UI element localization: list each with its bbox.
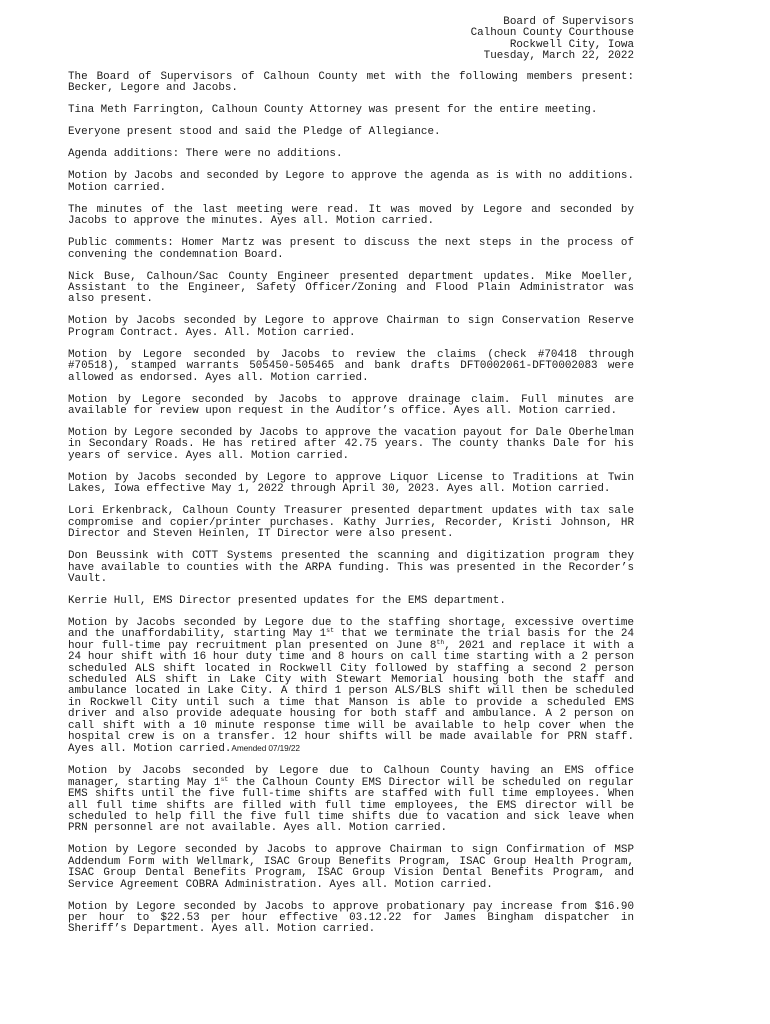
ordinal-suffix: st xyxy=(326,627,334,635)
paragraph-vacation-payout: Motion by Legore seconded by Jacobs to approve the vacation payout for Dale Oberhelman in Secondary Roads. He has retired after 42.75 years. The county thanks Dale for his years of service. Ayes all. Motion carried. xyxy=(68,427,634,462)
paragraph-agenda-additions: Agenda additions: There were no additions. xyxy=(68,148,343,161)
header-courthouse: Calhoun County Courthouse xyxy=(470,27,634,40)
paragraph-ems-updates: Kerrie Hull, EMS Director presented updates for the EMS department. xyxy=(68,594,506,607)
minutes-header xyxy=(471,17,634,63)
paragraph-pledge: Everyone present stood and said the Pledge of Allegiance. xyxy=(68,126,441,139)
paragraph-pay-increase: Motion by Legore seconded by Jacobs to approve probationary pay increase from $16.90 per hour to $22.53 per hour effective 03.12.22 for James Bingham dispatcher in Sheriff’s Department. Ayes all. Motion carried. xyxy=(68,900,634,936)
paragraph-minutes: The minutes of the last meeting were read. It was moved by Legore and seconded by Jacobs to approve the minutes. Ayes all. Motion carried. xyxy=(68,203,634,228)
paragraph-cott-systems: Don Beussink with COTT Systems presented the scanning and digitization program they have available to counties with the ARPA funding. This was presented in the Recorder’s Vault. xyxy=(68,550,634,585)
amended-note: Amended 07/19/22 xyxy=(231,743,300,754)
paragraph-roll-call: The Board of Supervisors of Calhoun County met with the following members present: Becker, Legore and Jacobs. xyxy=(68,71,634,95)
paragraph-approve-agenda: Motion by Jacobs and seconded by Legore to approve the agenda as is with no additions. Motion carried. xyxy=(68,170,634,194)
paragraph-engineer-updates: Nick Buse, Calhoun/Sac County Engineer presented department updates. Mike Moeller, Assistant to the Engineer, Safety Officer/Zoning and Flood Plain Administrator was also present. xyxy=(68,270,634,306)
ems-motion-text-a: Motion by Jacobs seconded by Legore due to the staffing shortage, excessive overtime and the unaffordability, starting May 1 xyxy=(68,616,634,641)
paragraph-ems-director-motion xyxy=(68,766,634,834)
paragraph-claims: Motion by Legore seconded by Jacobs to review the claims (check #70418 through #70518), stamped warrants 505450-505465 and bank drafts DFT0002061-DFT0002083 were allowed as endorsed. Ayes all. Motion carried. xyxy=(68,348,634,384)
paragraph-conservation-contract: Motion by Jacobs seconded by Legore to approve Chairman to sign Conservation Reserve Program Contract. Ayes. All. Motion carried. xyxy=(68,315,634,339)
header-board-name: Board of Supervisors xyxy=(503,16,634,28)
ordinal-suffix: st xyxy=(220,775,229,783)
minutes-body xyxy=(68,72,634,946)
paragraph-public-comments: Public comments: Homer Martz was present to discuss the next steps in the process of convening the condemnation Board. xyxy=(68,237,634,261)
paragraph-ems-staffing-motion xyxy=(68,618,634,756)
paragraph-county-attorney: Tina Meth Farrington, Calhoun County Attorney was present for the entire meeting. xyxy=(68,104,598,117)
paragraph-drainage-claim: Motion by Legore seconded by Jacobs to approve drainage claim. Full minutes are available for review upon request in the Auditor’s office. Ayes all. Motion carried. xyxy=(68,393,634,418)
ems-motion-text-b: that we terminate the trial basis for the 24 hour full-time pay recruitment plan presented on June 8 xyxy=(68,628,634,652)
ordinal-suffix: th xyxy=(436,638,445,646)
paragraph-liquor-license: Motion by Jacobs seconded by Legore to approve Liquor License to Traditions at Twin Lakes, Iowa effective May 1, 2022 through April 30, 2023. Ayes all. Motion carried. xyxy=(68,471,634,496)
ems-motion-text-c: , 2021 and replace it with a 24 hour shift with 16 hour duty time and 8 hours on call time starting with a 2 person scheduled ALS shift located in Rockwell City followed by staffing a second 2 person scheduled ALS shift in Lake City with Stewart Memorial housing both the staff and ambulance located in Lake City. A third 1 person ALS/BLS shift will then be scheduled in Rockwell City until such a time that Manson is able to provide a scheduled EMS driver and also provide adequate housing for both staff and ambulance. A 2 person on call shift with a 10 minute response time will be available to help cover when the hospital crew is on a transfer. 12 hour shifts will be made available for PRN staff. Ayes all. Motion carried. xyxy=(68,639,635,756)
ems-director-text-b: the Calhoun County EMS Director will be scheduled on regular EMS shifts until the five full-time shifts are staffed with full time employees. When all full time shifts are filled with full time employees, the EMS director will be scheduled to help fill the five full time shifts due to vacation and sick leave when PRN personnel are not available. Ayes all. Motion carried. xyxy=(68,776,634,835)
header-date: Tuesday, March 22, 2022 xyxy=(483,50,634,63)
header-city: Rockwell City, Iowa xyxy=(509,38,634,51)
paragraph-benefits-confirmation: Motion by Legore seconded by Jacobs to approve Chairman to sign Confirmation of MSP Addendum Form with Wellmark, ISAC Group Benefits Program, ISAC Group Health Program, ISAC Group Dental Benefits Program, ISAC Group Vision Dental Benefits Program, and Service Agreement COBRA Administration. Ayes all. Motion carried. xyxy=(68,844,634,891)
paragraph-treasurer-updates: Lori Erkenbrack, Calhoun County Treasurer presented department updates with tax sale compromise and copier/printer purchases. Kathy Jurries, Recorder, Kristi Johnson, HR Director and Steven Heinlen, IT Director were also present. xyxy=(68,505,634,541)
ems-director-text-a: Motion by Jacobs seconded by Legore due to Calhoun County having an EMS office manager, starting May 1 xyxy=(68,765,634,789)
